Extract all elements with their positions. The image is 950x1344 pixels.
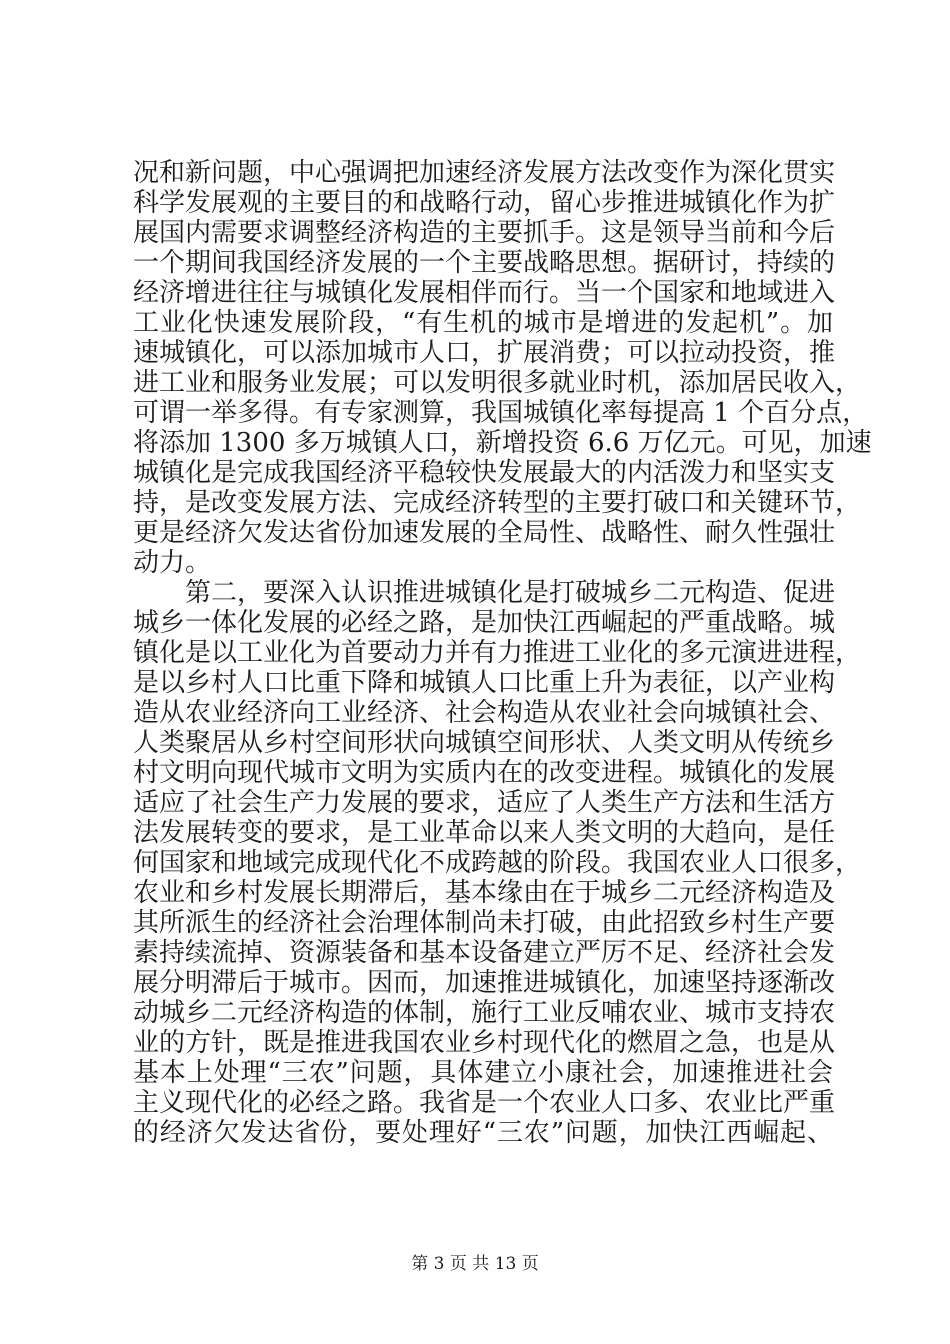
text-line: 可谓一举多得。有专家测算，我国城镇化率每提高 1 个百分点，: [133, 398, 869, 428]
text-line: 科学发展观的主要目的和战略行动，留心步推进城镇化作为扩: [133, 188, 836, 218]
text-line: 镇化是以工业化为首要动力并有力推进工业化的多元演进进程，: [133, 638, 862, 668]
text-line: 农业和乡村发展长期滞后，基本缘由在于城乡二元经济构造及: [133, 878, 836, 908]
text-line: 村文明向现代城市文明为实质内在的改变进程。城镇化的发展: [133, 758, 836, 788]
text-line: 适应了社会生产力发展的要求，适应了人类生产方法和生活方: [133, 788, 836, 818]
text-line: 其所派生的经济社会治理体制尚未打破，由此招致乡村生产要: [133, 908, 836, 938]
text-line: 动城乡二元经济构造的体制，施行工业反哺农业、城市支持农: [133, 998, 836, 1028]
text-line: 将添加 1300 多万城镇人口，新增投资 6.6 万亿元。可见，加速: [133, 428, 872, 458]
text-line: 人类聚居从乡村空间形状向城镇空间形状、人类文明从传统乡: [133, 728, 836, 758]
text-line: 城乡一体化发展的必经之路，是加快江西崛起的严重战略。城: [133, 608, 836, 638]
text-line: 速城镇化，可以添加城市人口，扩展消费；可以拉动投资，推: [133, 338, 836, 368]
text-line: 素持续流掉、资源装备和基本设备建立严厉不足、经济社会发: [133, 938, 836, 968]
text-line: 持，是改变发展方法、完成经济转型的主要打破口和关键环节，: [133, 488, 862, 518]
text-line: 法发展转变的要求，是工业革命以来人类文明的大趋向，是任: [133, 818, 836, 848]
text-line: 主义现代化的必经之路。我省是一个农业人口多、农业比严重: [133, 1088, 836, 1118]
text-line: 况和新问题，中心强调把加速经济发展方法改变作为深化贯实: [133, 158, 836, 188]
text-line: 是以乡村人口比重下降和城镇人口比重上升为表征，以产业构: [133, 668, 836, 698]
text-line: 造从农业经济向工业经济、社会构造从农业社会向城镇社会、: [133, 698, 836, 728]
text-line: 业的方针，既是推进我国农业乡村现代化的燃眉之急，也是从: [133, 1028, 836, 1058]
text-line: 第二，要深入认识推进城镇化是打破城乡二元构造、促进: [185, 578, 836, 608]
body-text: [133, 158, 872, 1148]
text-line: 一个期间我国经济发展的一个主要战略思想。据研讨，持续的: [133, 248, 836, 278]
text-line: 更是经济欠发达省份加速发展的全局性、战略性、耐久性强壮: [133, 518, 836, 548]
text-line: 基本上处理“三农”问题，具体建立小康社会，加速推进社会: [133, 1058, 833, 1088]
page-number: 第 3 页 共 13 页: [411, 1254, 539, 1274]
text-line: 的经济欠发达省份，要处理好“三农”问题，加快江西崛起、: [133, 1118, 833, 1148]
text-line: 展国内需要求调整经济构造的主要抓手。这是领导当前和今后: [133, 218, 836, 248]
text-line: 进工业和服务业发展；可以发明很多就业时机，添加居民收入，: [133, 368, 862, 398]
text-line: 城镇化是完成我国经济平稳较快发展最大的内活泼力和坚实支: [133, 458, 836, 488]
text-line: 何国家和地域完成现代化不成跨越的阶段。我国农业人口很多，: [133, 848, 862, 878]
text-line: 动力。: [133, 548, 212, 578]
text-line: 展分明滞后于城市。因而，加速推进城镇化，加速坚持逐渐改: [133, 968, 836, 998]
text-line: 经济增进往往与城镇化发展相伴而行。当一个国家和地域进入: [133, 278, 836, 308]
text-line: 工业化快速发展阶段，“有生机的城市是增进的发起机”。加: [133, 308, 833, 338]
page-footer: [0, 1249, 950, 1274]
